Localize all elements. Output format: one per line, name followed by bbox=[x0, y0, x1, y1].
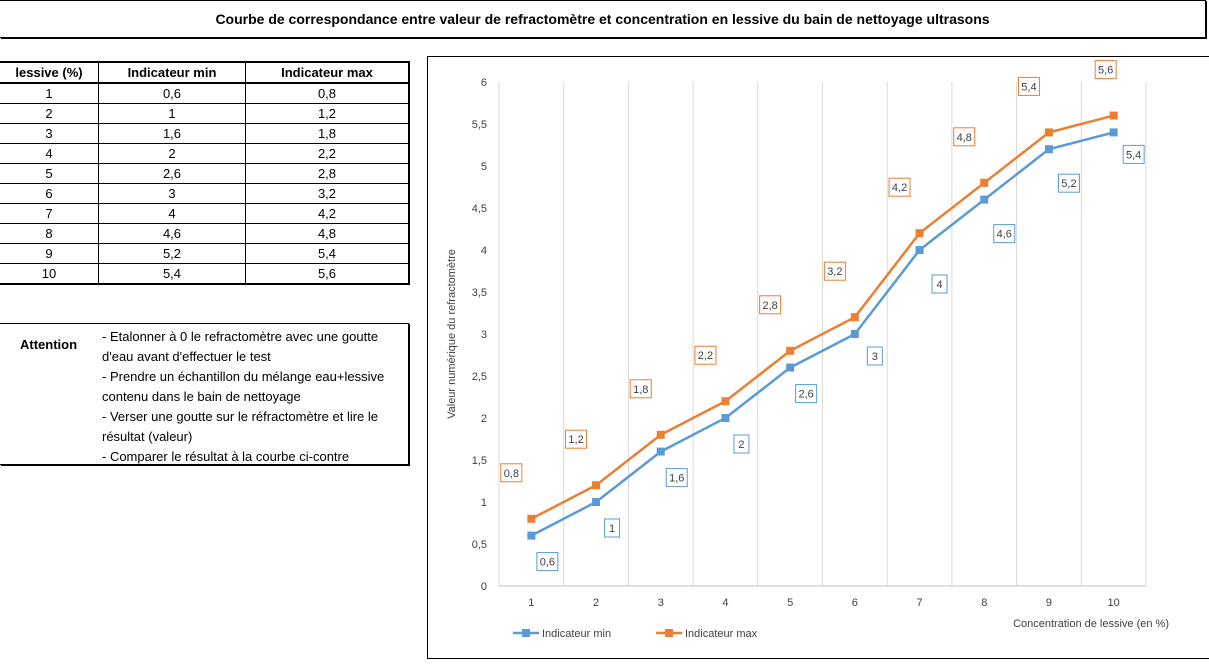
table-cell: 4,8 bbox=[246, 224, 410, 244]
data-label: 1,2 bbox=[568, 434, 584, 447]
data-point-marker bbox=[1045, 145, 1053, 153]
table-row bbox=[0, 124, 409, 144]
table-cell: 0,8 bbox=[246, 83, 410, 104]
x-tick-label: 3 bbox=[657, 597, 664, 609]
legend-marker bbox=[522, 629, 530, 637]
data-label: 0,6 bbox=[539, 556, 555, 569]
table-row bbox=[0, 204, 409, 224]
data-point-marker bbox=[980, 196, 988, 204]
table-cell: 4 bbox=[0, 144, 99, 164]
table-cell: 2 bbox=[0, 104, 99, 124]
data-label: 5,6 bbox=[1098, 64, 1114, 77]
data-point-marker bbox=[851, 313, 859, 321]
table-header-row bbox=[0, 62, 409, 83]
table-cell: 5,6 bbox=[246, 264, 410, 285]
data-label: 2,8 bbox=[762, 299, 778, 312]
x-tick-label: 8 bbox=[981, 597, 988, 609]
table-row bbox=[0, 83, 409, 104]
data-label: 3 bbox=[871, 351, 878, 363]
table-cell: 4,2 bbox=[246, 204, 410, 224]
table-cell: 5,4 bbox=[246, 244, 410, 264]
attention-label: Attention bbox=[20, 337, 78, 352]
y-tick-label: 5,5 bbox=[471, 119, 487, 131]
data-point-marker bbox=[786, 347, 794, 355]
data-point-marker bbox=[916, 246, 924, 254]
table-row bbox=[0, 264, 409, 285]
attention-instructions bbox=[102, 327, 408, 467]
data-label: 4,6 bbox=[996, 228, 1012, 241]
y-tick-label: 4 bbox=[480, 245, 487, 257]
line-chart bbox=[428, 57, 1209, 658]
legend-marker bbox=[665, 629, 673, 637]
data-label: 1,6 bbox=[669, 472, 685, 485]
table-header-cell: lessive (%) bbox=[0, 62, 99, 83]
table-cell: 2,2 bbox=[246, 144, 410, 164]
table-cell: 8 bbox=[0, 224, 99, 244]
table-cell: 1,6 bbox=[99, 124, 246, 144]
y-tick-label: 1,5 bbox=[471, 455, 487, 467]
data-label: 2,6 bbox=[798, 388, 814, 401]
table-header-cell: Indicateur max bbox=[246, 62, 410, 83]
data-point-marker bbox=[916, 229, 924, 237]
instruction-line: - Comparer le résultat à la courbe ci-contre bbox=[102, 449, 350, 464]
instruction-line: - Etalonner à 0 le refractomètre avec une goutte d'eau avant d'effectuer le test bbox=[102, 329, 379, 364]
y-tick-label: 2,5 bbox=[471, 371, 487, 383]
table-row bbox=[0, 164, 409, 184]
table-cell: 1,8 bbox=[246, 124, 410, 144]
data-point-marker bbox=[592, 498, 600, 506]
data-point-marker bbox=[786, 364, 794, 372]
y-tick-label: 1 bbox=[480, 497, 487, 509]
table-body bbox=[0, 83, 409, 284]
table-cell: 5,4 bbox=[99, 264, 246, 285]
y-tick-label: 0 bbox=[480, 581, 487, 593]
data-point-marker bbox=[1110, 112, 1118, 120]
table-row bbox=[0, 104, 409, 124]
data-point-marker bbox=[980, 179, 988, 187]
x-tick-label: 7 bbox=[916, 597, 923, 609]
data-label: 4,8 bbox=[956, 131, 972, 144]
x-tick-label: 4 bbox=[722, 597, 729, 609]
table-cell: 0,6 bbox=[99, 83, 246, 104]
data-label: 3,2 bbox=[827, 266, 843, 279]
table-cell: 3,2 bbox=[246, 184, 410, 204]
legend-label: Indicateur max bbox=[685, 628, 758, 640]
y-tick-label: 0,5 bbox=[471, 539, 487, 551]
table-cell: 6 bbox=[0, 184, 99, 204]
table-cell: 2,6 bbox=[99, 164, 246, 184]
y-tick-label: 3,5 bbox=[471, 287, 487, 299]
table-cell: 3 bbox=[99, 184, 246, 204]
table-cell: 4,6 bbox=[99, 224, 246, 244]
data-point-marker bbox=[721, 397, 729, 405]
data-point-marker bbox=[721, 414, 729, 422]
data-label: 5,4 bbox=[1126, 149, 1142, 162]
table-cell: 9 bbox=[0, 244, 99, 264]
instruction-line: - Prendre un échantillon du mélange eau+lessive contenu dans le bain de nettoyage bbox=[102, 369, 385, 404]
data-label: 4,2 bbox=[891, 182, 908, 195]
table-row bbox=[0, 144, 409, 164]
y-tick-label: 6 bbox=[480, 77, 487, 89]
data-label: 5,4 bbox=[1021, 81, 1037, 94]
table-cell: 3 bbox=[0, 124, 99, 144]
attention-note bbox=[0, 323, 409, 465]
table-row bbox=[0, 184, 409, 204]
table-cell: 1 bbox=[0, 83, 99, 104]
x-tick-label: 5 bbox=[787, 597, 794, 609]
x-tick-label: 6 bbox=[851, 597, 858, 609]
data-point-marker bbox=[1045, 128, 1053, 136]
table-cell: 2,8 bbox=[246, 164, 410, 184]
data-point-marker bbox=[657, 431, 665, 439]
table-cell: 7 bbox=[0, 204, 99, 224]
legend-label: Indicateur min bbox=[542, 628, 612, 640]
data-label: 1,8 bbox=[633, 383, 649, 396]
data-label: 4 bbox=[936, 279, 943, 291]
table-cell: 2 bbox=[99, 144, 246, 164]
table-cell: 4 bbox=[99, 204, 246, 224]
data-label: 5,2 bbox=[1061, 178, 1077, 191]
page-title: Courbe de correspondance entre valeur de refractomètre et concentration en lessive du bain de nettoyage ultrasons bbox=[0, 0, 1206, 38]
data-label: 2 bbox=[738, 439, 745, 451]
table-row bbox=[0, 244, 409, 264]
data-point-marker bbox=[527, 515, 535, 523]
table-cell: 10 bbox=[0, 264, 99, 285]
chart-container bbox=[427, 56, 1209, 659]
x-tick-label: 2 bbox=[592, 597, 600, 609]
y-tick-label: 5 bbox=[480, 161, 487, 173]
x-axis-title: Concentration de lessive (en %) bbox=[1013, 618, 1169, 630]
data-point-marker bbox=[657, 448, 665, 456]
table-cell: 1,2 bbox=[246, 104, 410, 124]
data-point-marker bbox=[592, 481, 600, 489]
y-tick-label: 2 bbox=[480, 413, 487, 425]
instruction-line: - Verser une goutte sur le réfractomètre et lire le résultat (valeur) bbox=[102, 409, 379, 444]
table-cell: 1 bbox=[99, 104, 246, 124]
table-cell: 5,2 bbox=[99, 244, 246, 264]
data-table bbox=[0, 61, 410, 285]
data-label: 0,8 bbox=[503, 467, 519, 480]
table-row bbox=[0, 224, 409, 244]
table-cell: 5 bbox=[0, 164, 99, 184]
data-point-marker bbox=[1110, 128, 1118, 136]
data-point-marker bbox=[527, 532, 535, 540]
y-tick-label: 4,5 bbox=[471, 203, 487, 215]
y-tick-label: 3 bbox=[480, 329, 487, 341]
table-header-cell: Indicateur min bbox=[99, 62, 246, 83]
y-axis-title: Valeur numérique du refractomètre bbox=[446, 249, 458, 419]
x-tick-label: 10 bbox=[1107, 597, 1120, 609]
x-tick-label: 9 bbox=[1045, 597, 1053, 609]
x-tick-label: 1 bbox=[528, 597, 535, 609]
data-label: 2,2 bbox=[697, 350, 714, 363]
data-label: 1 bbox=[608, 523, 616, 535]
data-point-marker bbox=[851, 330, 859, 338]
